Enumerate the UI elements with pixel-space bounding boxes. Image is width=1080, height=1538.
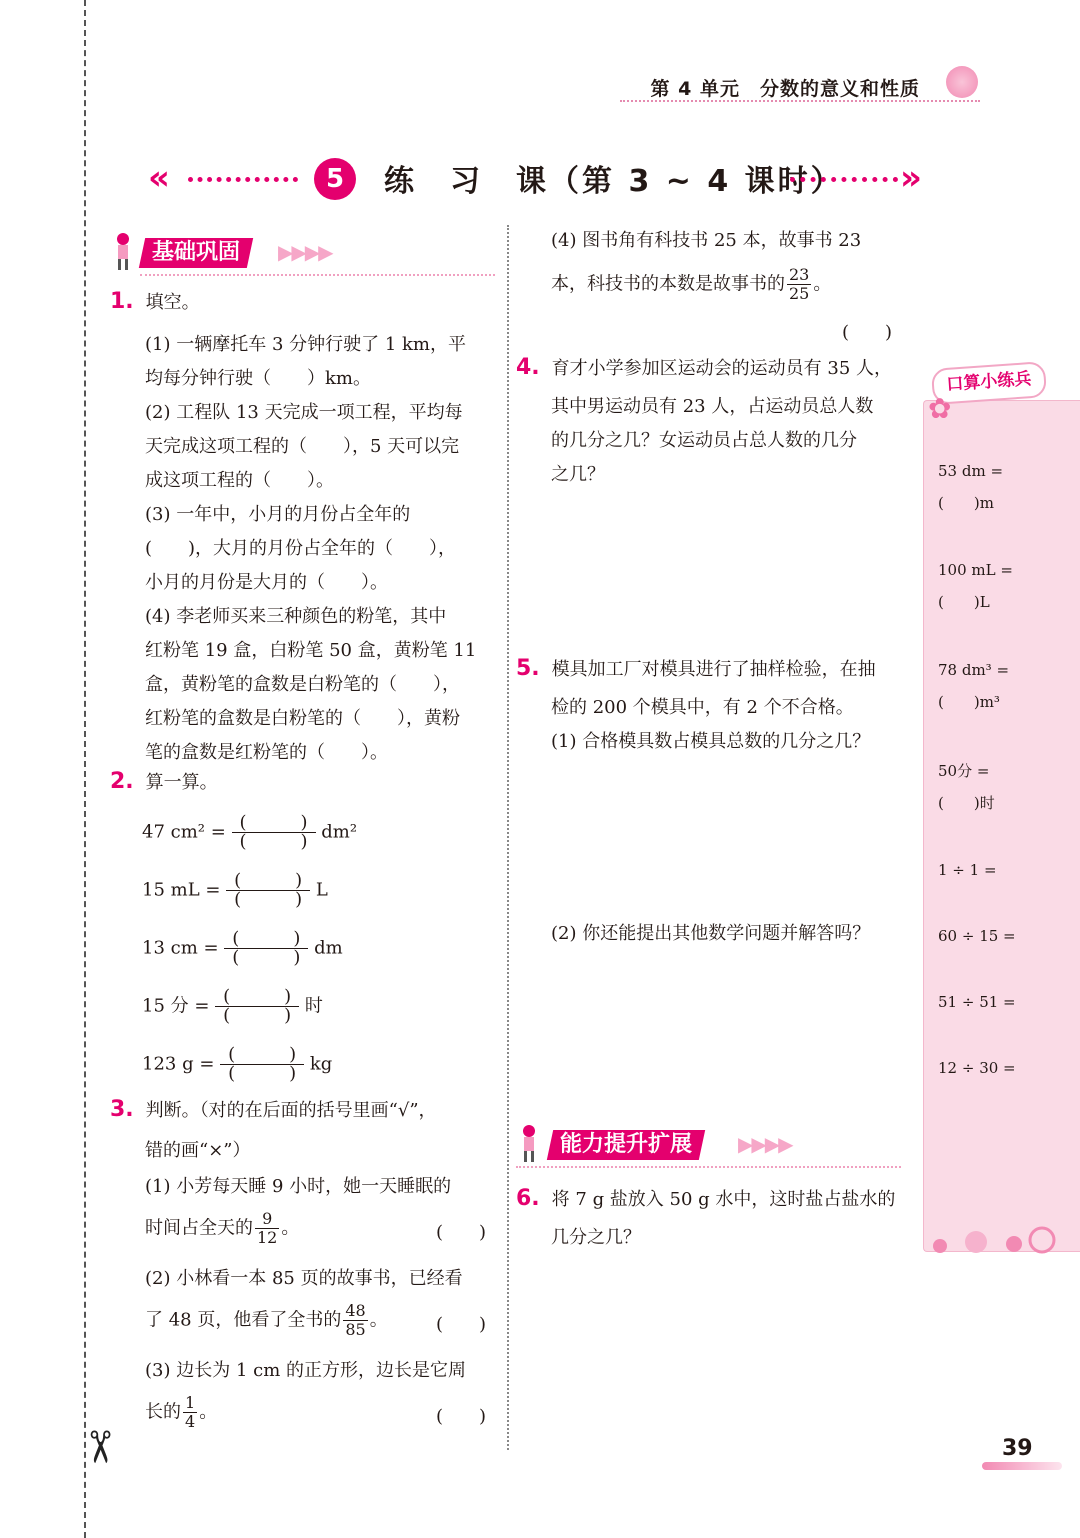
answer-fraction[interactable]: ( ) ( ) — [226, 872, 310, 909]
question-title: 判断。（对的在后面的括号里画“√”， — [145, 1100, 437, 1121]
title-dots-right — [790, 177, 898, 182]
q1-line: (3) 一年中，小月的月份占全年的 — [145, 504, 411, 525]
question-text: 模具加工厂对模具进行了抽样检验，在抽 — [551, 659, 876, 680]
q1-line: 红粉笔 19 盒，白粉笔 50 盒，黄粉笔 11 — [145, 640, 477, 661]
sidebar-item: 100 mL = ( )L — [938, 554, 1013, 618]
q1-line: (4) 李老师买来三种颜色的粉笔，其中 — [145, 606, 447, 627]
sidebar-item: 60 ÷ 15 = — [938, 927, 1016, 945]
girl-figure-icon — [518, 1124, 540, 1164]
answer-fraction[interactable]: ( ) ( ) — [224, 930, 308, 967]
section-header-basic — [110, 238, 500, 268]
girl-figure-icon — [112, 232, 134, 272]
fraction: $\frac{23}{25}$ — [789, 265, 810, 303]
judge-item-line: (3) 边长为 1 cm 的正方形，边长是它周 — [145, 1360, 466, 1381]
question-text: 检的 200 个模具中，有 2 个不合格。 — [551, 697, 854, 718]
section-underline — [140, 274, 495, 276]
fraction: $\frac{9}{12}$ — [257, 1209, 278, 1247]
question-number: 3. — [110, 1097, 134, 1122]
question-number: 5. — [516, 656, 540, 681]
page-number-bar — [982, 1462, 1062, 1470]
lesson-title-row — [148, 150, 938, 210]
mental-math-sidebar — [923, 400, 1080, 1252]
sidebar-title: 口算小练兵 — [931, 361, 1047, 405]
conversion-left: 15 mL = — [142, 879, 221, 901]
sidebar-item: 53 dm = ( )m — [938, 455, 1003, 519]
conversion-unit: kg — [309, 1053, 333, 1075]
q1-line: 均每分钟行驶（ ）km。 — [145, 368, 371, 389]
question-text: 将 7 g 盐放入 50 g 水中，这时盐占盐水的 — [551, 1189, 896, 1210]
column-divider — [507, 225, 509, 1450]
question-number: 1. — [110, 289, 134, 314]
question-title-cont: 错的画“×”） — [145, 1140, 251, 1161]
conversion-left: 123 g = — [142, 1053, 215, 1075]
judge-item-line: (1) 小芳每天睡 9 小时，她一天睡眠的 — [145, 1176, 452, 1197]
conversion-left: 15 分 = — [142, 995, 210, 1017]
q1-line: 笔的盒数是红粉笔的（ ）。 — [145, 742, 388, 763]
answer-blank[interactable]: ( )L — [938, 593, 990, 611]
scissors-icon: ✂ — [73, 1428, 125, 1466]
judge-item-line: (2) 小林看一本 85 页的故事书，已经看 — [145, 1268, 463, 1289]
conversion-row — [142, 1046, 332, 1083]
question-text: 的几分之几？女运动员占总人数的几分 — [551, 430, 857, 451]
cut-line — [84, 0, 86, 1538]
lesson-number-badge: 5 — [314, 158, 356, 200]
judge-item-line: (4) 图书角有科技书 25 本，故事书 23 — [551, 230, 862, 251]
answer-blank[interactable]: ( )m³ — [938, 693, 1000, 711]
answer-fraction[interactable]: ( ) ( ) — [220, 1046, 304, 1083]
sidebar-item: 78 dm³ = ( )m³ — [938, 654, 1009, 718]
answer-fraction[interactable]: ( ) ( ) — [215, 988, 299, 1025]
question-text: 其中男运动员有 23 人，占运动员总人数 — [551, 396, 874, 417]
answer-bracket[interactable]: ( ) — [436, 1222, 487, 1243]
answer-bracket[interactable]: ( ) — [436, 1314, 487, 1335]
conversion-left: 47 cm² = — [142, 821, 226, 843]
conversion-row — [142, 930, 343, 967]
chevrons-icon: ▶▶▶▶ — [278, 240, 332, 264]
conversion-left: 13 cm = — [142, 937, 219, 959]
answer-bracket[interactable]: ( ) — [436, 1406, 487, 1427]
section-label: 基础巩固 — [139, 238, 253, 268]
sidebar-item: 1 ÷ 1 = — [938, 861, 997, 879]
sidebar-item: 50分 = ( )时 — [938, 755, 995, 819]
header-rule — [620, 100, 980, 102]
question-number: 6. — [516, 1186, 540, 1211]
answer-blank[interactable]: ( )时 — [938, 794, 995, 812]
question-text: 之几？ — [551, 464, 605, 485]
conversion-row — [142, 872, 328, 909]
fraction: $\frac{1}{4}$ — [185, 1393, 196, 1431]
unit-header: 第 4 单元 分数的意义和性质 — [650, 78, 920, 100]
q1-line: 盒，黄粉笔的盒数是白粉笔的（ ）， — [145, 674, 460, 695]
sidebar-item: 51 ÷ 51 = — [938, 993, 1016, 1011]
question-title: 算一算。 — [145, 772, 218, 793]
q1-line: 小月的月份是大月的（ ）。 — [145, 572, 388, 593]
lollipop-icon — [946, 66, 978, 98]
conversion-row — [142, 814, 357, 851]
question-number: 2. — [110, 769, 134, 794]
question-text: 几分之几？ — [551, 1227, 641, 1248]
title-dots-left — [188, 177, 298, 182]
page-number: 39 — [1002, 1436, 1033, 1461]
fraction: $\frac{48}{85}$ — [345, 1301, 366, 1339]
q1-line: (2) 工程队 13 天完成一项工程，平均每 — [145, 402, 463, 423]
q1-line: 天完成这项工程的（ ），5 天可以完 — [145, 436, 460, 457]
conversion-unit: dm² — [321, 821, 358, 843]
question-text: (1) 合格模具数占模具总数的几分之几？ — [551, 731, 871, 752]
chevrons-icon: ▶▶▶▶ — [738, 1132, 792, 1156]
answer-fraction[interactable]: ( ) ( ) — [232, 814, 316, 851]
sidebar-decoration — [930, 1226, 1060, 1260]
section-header-advanced — [516, 1130, 906, 1160]
lesson-title: 练 习 课（第 3 ~ 4 课时） — [384, 164, 844, 199]
judge-item: 长的 $\frac{1}{4}$ 。 — [145, 1393, 218, 1431]
judge-item: 了 48 页，他看了全书的 $\frac{48}{85}$ 。 — [145, 1301, 388, 1339]
section-underline — [516, 1166, 901, 1168]
question-text: (2) 你还能提出其他数学问题并解答吗？ — [551, 923, 871, 944]
q1-line: 红粉笔的盒数是白粉笔的（ ），黄粉 — [145, 708, 460, 729]
conversion-unit: dm — [314, 937, 343, 959]
judge-item: 本，科技书的本数是故事书的 $\frac{23}{25}$ 。 — [551, 265, 832, 303]
double-chevron-left-icon: « — [148, 158, 170, 198]
double-chevron-right-icon: » — [900, 158, 922, 198]
question-title: 填空。 — [145, 292, 200, 313]
conversion-row — [142, 988, 323, 1025]
section-label: 能力提升扩展 — [547, 1130, 705, 1160]
question-text: 育才小学参加区运动会的运动员有 35 人， — [551, 358, 893, 379]
sidebar-item: 12 ÷ 30 = — [938, 1059, 1016, 1077]
answer-bracket[interactable]: ( ) — [842, 322, 893, 343]
conversion-unit: L — [315, 879, 328, 901]
conversion-unit: 时 — [304, 995, 323, 1017]
q1-line: (1) 一辆摩托车 3 分钟行驶了 1 km，平 — [145, 334, 466, 355]
flower-icon: ✿ — [928, 392, 952, 425]
judge-item: 时间占全天的 $\frac{9}{12}$ 。 — [145, 1209, 300, 1247]
q1-line: ( )，大月的月份占全年的（ ）， — [145, 538, 457, 559]
q1-line: 成这项工程的（ ）。 — [145, 470, 334, 491]
answer-blank[interactable]: ( )m — [938, 494, 994, 512]
question-number: 4. — [516, 355, 540, 380]
